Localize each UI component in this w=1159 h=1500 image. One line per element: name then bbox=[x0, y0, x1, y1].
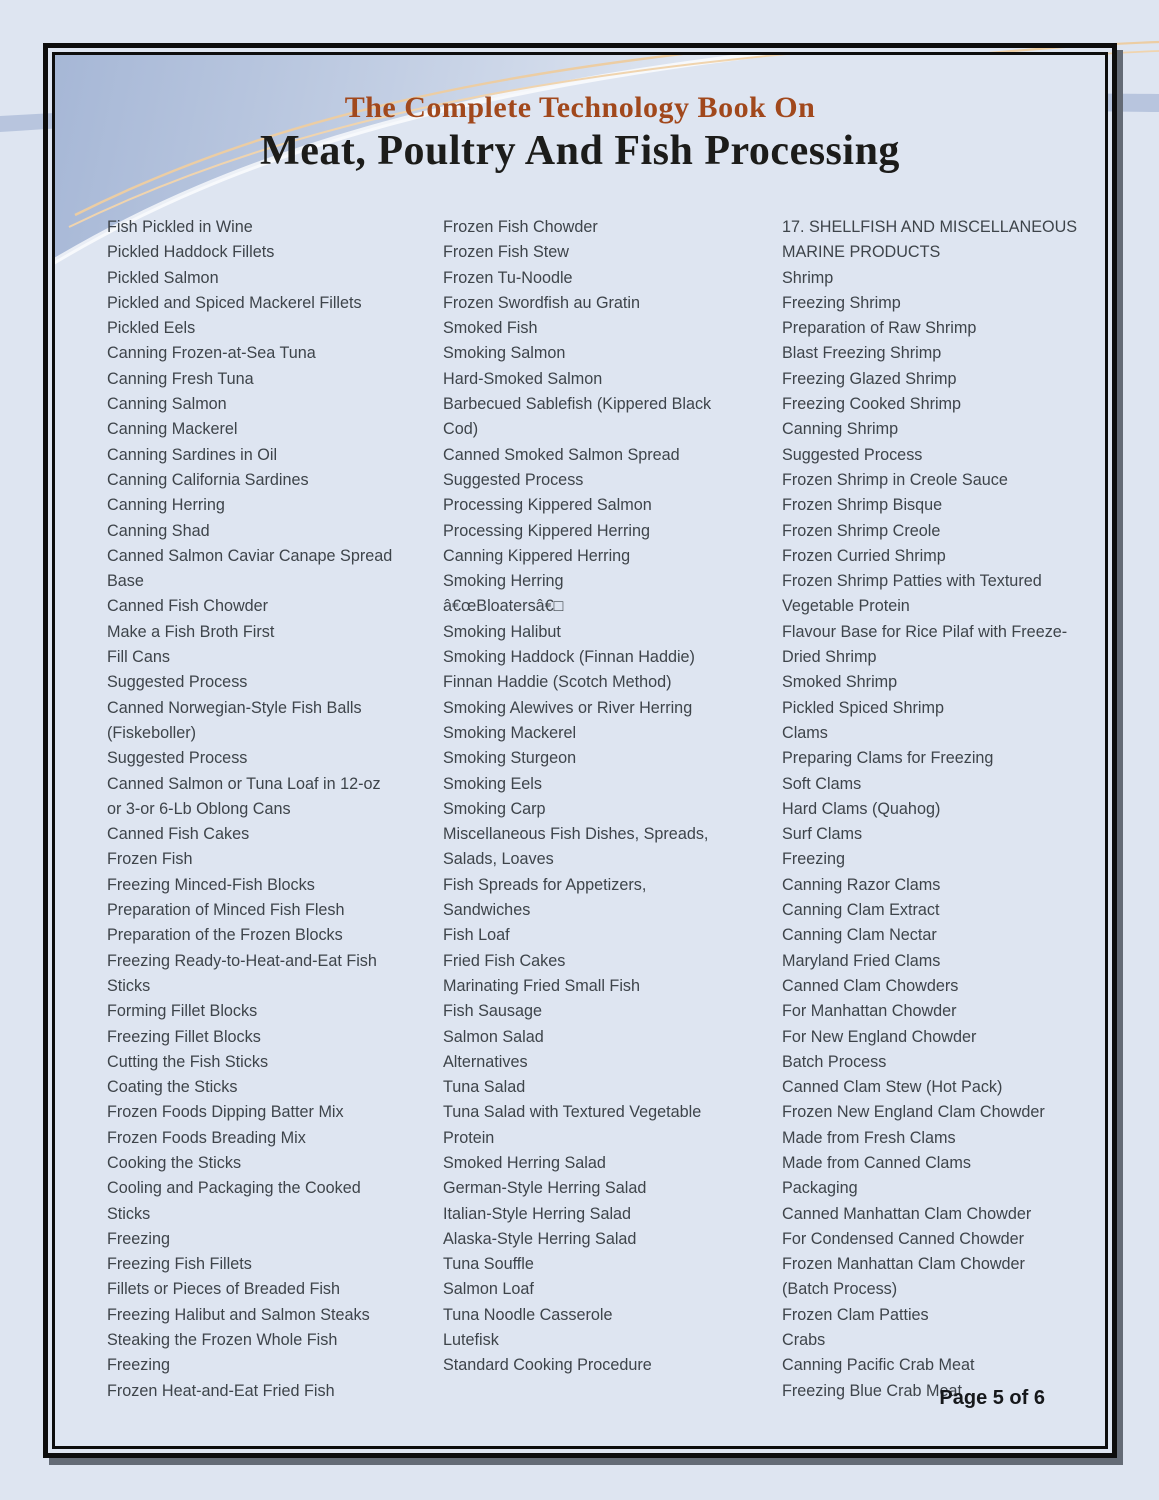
toc-item: For New England Chowder bbox=[782, 1027, 977, 1046]
toc-item: Frozen Shrimp Bisque bbox=[782, 496, 943, 515]
toc-item: Steaking the Frozen Whole Fish bbox=[107, 1331, 338, 1350]
toc-item: Canning Mackerel bbox=[107, 420, 238, 439]
toc-item: Canned Salmon or Tuna Loaf in 12-oz bbox=[107, 774, 381, 793]
toc-item: Canning California Sardines bbox=[107, 470, 309, 489]
toc-item: Alaska-Style Herring Salad bbox=[443, 1229, 637, 1248]
toc-item: Freezing Shrimp bbox=[782, 293, 901, 312]
toc-item: Pickled Haddock Fillets bbox=[107, 243, 275, 262]
toc-item: Canned Norwegian-Style Fish Balls bbox=[107, 698, 362, 717]
page-content-area bbox=[52, 52, 1108, 1449]
toc-item: For Manhattan Chowder bbox=[782, 1002, 957, 1021]
toc-item: Make a Fish Broth First bbox=[107, 622, 275, 641]
toc-item: Soft Clams bbox=[782, 774, 862, 793]
toc-item: Blast Freezing Shrimp bbox=[782, 344, 942, 363]
toc-item: Coating the Sticks bbox=[107, 1078, 238, 1097]
toc-item: Smoked Fish bbox=[443, 319, 538, 338]
toc-item: Pickled Salmon bbox=[107, 268, 219, 287]
toc-item: Sandwiches bbox=[443, 901, 531, 920]
toc-item: Smoking Sturgeon bbox=[443, 749, 577, 768]
book-series-title: The Complete Technology Book On bbox=[344, 91, 816, 124]
toc-item: Canning Herring bbox=[107, 496, 225, 515]
page-border-frame bbox=[43, 43, 1117, 1458]
toc-item: Smoking Mackerel bbox=[443, 723, 577, 742]
toc-item: Frozen Shrimp Patties with Textured bbox=[782, 572, 1042, 591]
toc-item: Marinating Fried Small Fish bbox=[443, 976, 641, 995]
toc-item: Hard Clams (Quahog) bbox=[782, 799, 941, 818]
toc-item: Canning Pacific Crab Meat bbox=[782, 1356, 975, 1375]
toc-item: Smoking Eels bbox=[443, 774, 542, 793]
toc-item: (Batch Process) bbox=[782, 1280, 898, 1299]
toc-item: Freezing bbox=[782, 850, 845, 869]
toc-item: Smoking Herring bbox=[443, 572, 564, 591]
book-title: Meat, Poultry And Fish Processing bbox=[260, 128, 900, 174]
toc-item: Frozen Foods Dipping Batter Mix bbox=[107, 1103, 344, 1122]
title-block bbox=[55, 91, 1105, 175]
toc-item: Clams bbox=[782, 723, 828, 742]
toc-item: Tuna Salad with Textured Vegetable bbox=[443, 1103, 702, 1122]
toc-item: Canned Salmon Caviar Canape Spread bbox=[107, 546, 393, 565]
toc-item: Canning Frozen-at-Sea Tuna bbox=[107, 344, 316, 363]
page-number-label: Page 5 of 6 bbox=[939, 1387, 1045, 1409]
toc-item: Crabs bbox=[782, 1331, 826, 1350]
toc-item: MARINE PRODUCTS bbox=[782, 243, 941, 262]
toc-item: Canning Razor Clams bbox=[782, 875, 941, 894]
toc-item: Freezing Glazed Shrimp bbox=[782, 369, 957, 388]
toc-item: Frozen Fish bbox=[107, 850, 193, 869]
toc-item: Fried Fish Cakes bbox=[443, 951, 566, 970]
toc-item: Freezing Blue Crab Meat bbox=[782, 1381, 962, 1400]
toc-item: Base bbox=[107, 572, 144, 591]
toc-item: Freezing bbox=[107, 1229, 170, 1248]
toc-column-2 bbox=[443, 215, 773, 1379]
toc-item: Smoked Herring Salad bbox=[443, 1153, 606, 1172]
toc-item: Suggested Process bbox=[782, 445, 923, 464]
toc-item: Sticks bbox=[107, 1204, 151, 1223]
toc-item: Batch Process bbox=[782, 1052, 887, 1071]
toc-item: Dried Shrimp bbox=[782, 648, 877, 667]
toc-item: Fillets or Pieces of Breaded Fish bbox=[107, 1280, 341, 1299]
toc-item: Cod) bbox=[443, 420, 479, 439]
toc-item: Made from Fresh Clams bbox=[782, 1128, 956, 1147]
toc-item: Lutefisk bbox=[443, 1331, 499, 1350]
toc-item: Canning Salmon bbox=[107, 395, 227, 414]
toc-item: Suggested Process bbox=[107, 749, 248, 768]
toc-item: (Fiskeboller) bbox=[107, 723, 197, 742]
toc-item: Canning Kippered Herring bbox=[443, 546, 631, 565]
toc-item: Salmon Salad bbox=[443, 1027, 544, 1046]
toc-item: Canned Smoked Salmon Spread bbox=[443, 445, 680, 464]
toc-item: Frozen Fish Stew bbox=[443, 243, 569, 262]
toc-item: Frozen Tu-Noodle bbox=[443, 268, 573, 287]
toc-item: Fish Spreads for Appetizers, bbox=[443, 875, 647, 894]
toc-item: Canning Fresh Tuna bbox=[107, 369, 254, 388]
toc-item: Suggested Process bbox=[443, 470, 584, 489]
toc-item: Frozen Swordfish au Gratin bbox=[443, 293, 641, 312]
toc-item: Maryland Fried Clams bbox=[782, 951, 941, 970]
toc-item: Frozen Fish Chowder bbox=[443, 218, 598, 236]
toc-item: Freezing bbox=[107, 1356, 170, 1375]
toc-item: Miscellaneous Fish Dishes, Spreads, bbox=[443, 825, 709, 844]
toc-item: Made from Canned Clams bbox=[782, 1153, 971, 1172]
toc-item: Canned Fish Cakes bbox=[107, 825, 250, 844]
toc-item: Pickled Eels bbox=[107, 319, 196, 338]
toc-item: Alternatives bbox=[443, 1052, 528, 1071]
toc-item: Freezing Fish Fillets bbox=[107, 1255, 252, 1274]
toc-item: Freezing Cooked Shrimp bbox=[782, 395, 962, 414]
toc-item: Pickled and Spiced Mackerel Fillets bbox=[107, 293, 362, 312]
toc-item: Frozen Shrimp in Creole Sauce bbox=[782, 470, 1008, 489]
toc-item: Preparing Clams for Freezing bbox=[782, 749, 994, 768]
toc-item: Canning Clam Nectar bbox=[782, 926, 937, 945]
toc-item: Fish Loaf bbox=[443, 926, 510, 945]
toc-item: Protein bbox=[443, 1128, 495, 1147]
toc-item: 17. SHELLFISH AND MISCELLANEOUS bbox=[782, 218, 1078, 236]
toc-column-3 bbox=[782, 215, 1097, 1404]
toc-item: Smoking Carp bbox=[443, 799, 546, 818]
toc-item: Canning Sardines in Oil bbox=[107, 445, 278, 464]
toc-item: Canning Clam Extract bbox=[782, 901, 940, 920]
toc-item: Smoking Halibut bbox=[443, 622, 561, 641]
toc-item: Fish Sausage bbox=[443, 1002, 542, 1021]
toc-item: German-Style Herring Salad bbox=[443, 1179, 647, 1198]
toc-item: Canned Manhattan Clam Chowder bbox=[782, 1204, 1032, 1223]
toc-item: Frozen Shrimp Creole bbox=[782, 521, 941, 540]
toc-item: Tuna Salad bbox=[443, 1078, 526, 1097]
toc-item: Processing Kippered Salmon bbox=[443, 496, 652, 515]
toc-item: Smoked Shrimp bbox=[782, 673, 898, 692]
toc-column-1 bbox=[107, 215, 437, 1404]
toc-item: Freezing Ready-to-Heat-and-Eat Fish bbox=[107, 951, 377, 970]
toc-item: Tuna Souffle bbox=[443, 1255, 534, 1274]
toc-item: Canning Shad bbox=[107, 521, 210, 540]
toc-item: Sticks bbox=[107, 976, 151, 995]
toc-item: Freezing Halibut and Salmon Steaks bbox=[107, 1305, 370, 1324]
toc-item: Preparation of the Frozen Blocks bbox=[107, 926, 343, 945]
toc-item: or 3-or 6-Lb Oblong Cans bbox=[107, 799, 291, 818]
toc-item: Vegetable Protein bbox=[782, 597, 910, 616]
toc-item: Canned Clam Chowders bbox=[782, 976, 959, 995]
toc-item: Cutting the Fish Sticks bbox=[107, 1052, 269, 1071]
toc-item: Canned Clam Stew (Hot Pack) bbox=[782, 1078, 1003, 1097]
toc-item: Surf Clams bbox=[782, 825, 863, 844]
toc-item: Preparation of Raw Shrimp bbox=[782, 319, 977, 338]
toc-item: Frozen Clam Patties bbox=[782, 1305, 929, 1324]
toc-item: Packaging bbox=[782, 1179, 858, 1198]
toc-item: Salads, Loaves bbox=[443, 850, 554, 869]
toc-item: Cooling and Packaging the Cooked bbox=[107, 1179, 361, 1198]
toc-item: Frozen Manhattan Clam Chowder bbox=[782, 1255, 1025, 1274]
toc-item: Fill Cans bbox=[107, 648, 170, 667]
toc-item: Canned Fish Chowder bbox=[107, 597, 269, 616]
toc-item: Cooking the Sticks bbox=[107, 1153, 242, 1172]
toc-item: Barbecued Sablefish (Kippered Black bbox=[443, 395, 712, 414]
toc-item: Preparation of Minced Fish Flesh bbox=[107, 901, 345, 920]
toc-item: Smoking Alewives or River Herring bbox=[443, 698, 693, 717]
toc-item: Flavour Base for Rice Pilaf with Freeze- bbox=[782, 622, 1068, 641]
toc-item: For Condensed Canned Chowder bbox=[782, 1229, 1025, 1248]
toc-item: Standard Cooking Procedure bbox=[443, 1356, 652, 1375]
toc-item: Smoking Salmon bbox=[443, 344, 566, 363]
toc-item: Canning Shrimp bbox=[782, 420, 899, 439]
toc-item: Tuna Noodle Casserole bbox=[443, 1305, 613, 1324]
toc-item: Processing Kippered Herring bbox=[443, 521, 650, 540]
toc-item: â€œBloatersâ€□ bbox=[443, 597, 564, 616]
toc-item: Smoking Haddock (Finnan Haddie) bbox=[443, 648, 695, 667]
toc-item: Hard-Smoked Salmon bbox=[443, 369, 603, 388]
toc-item: Fish Pickled in Wine bbox=[107, 218, 253, 236]
toc-item: Italian-Style Herring Salad bbox=[443, 1204, 632, 1223]
toc-item: Frozen Curried Shrimp bbox=[782, 546, 946, 565]
toc-item: Forming Fillet Blocks bbox=[107, 1002, 258, 1021]
toc-item: Pickled Spiced Shrimp bbox=[782, 698, 944, 717]
toc-item: Suggested Process bbox=[107, 673, 248, 692]
toc-item: Salmon Loaf bbox=[443, 1280, 534, 1299]
toc-item: Freezing Minced-Fish Blocks bbox=[107, 875, 315, 894]
toc-item: Shrimp bbox=[782, 268, 834, 287]
toc-item: Frozen Foods Breading Mix bbox=[107, 1128, 306, 1147]
toc-item: Frozen New England Clam Chowder bbox=[782, 1103, 1045, 1122]
toc-item: Frozen Heat-and-Eat Fried Fish bbox=[107, 1381, 335, 1400]
toc-item: Finnan Haddie (Scotch Method) bbox=[443, 673, 672, 692]
toc-item: Freezing Fillet Blocks bbox=[107, 1027, 261, 1046]
